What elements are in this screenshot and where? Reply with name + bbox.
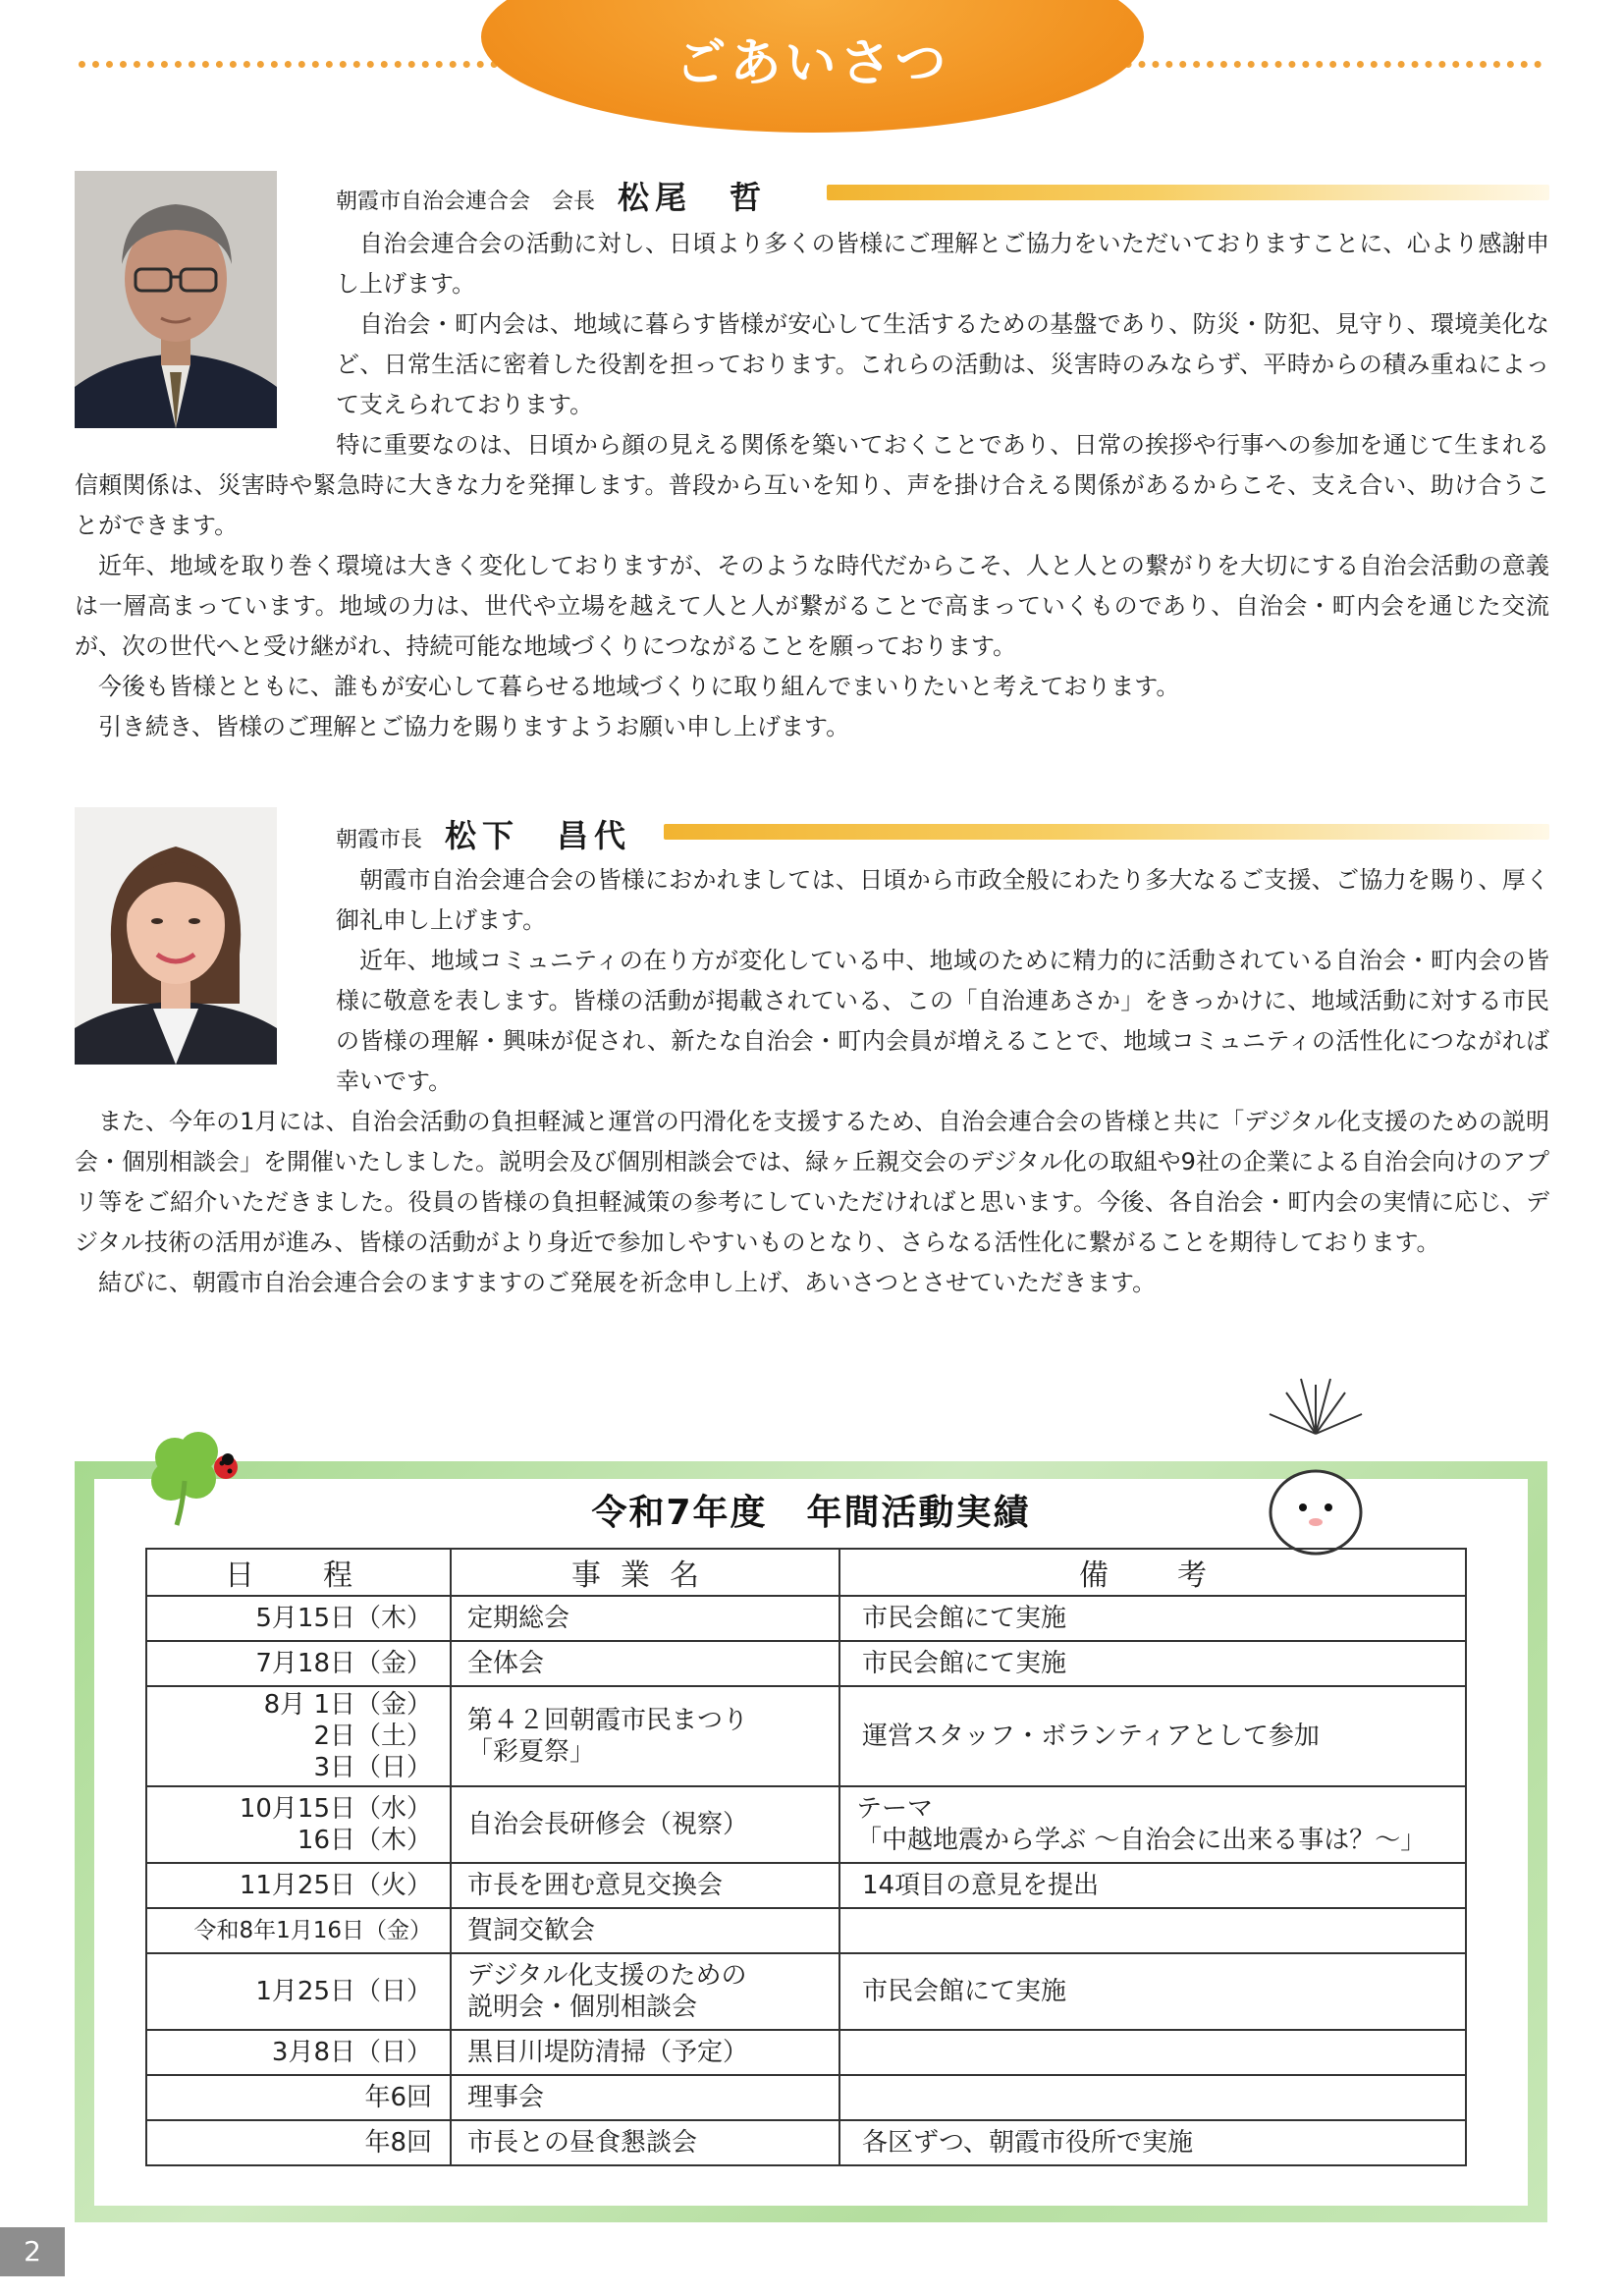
- event-cell: 自治会長研修会（視察）: [451, 1786, 839, 1863]
- event-cell: 第４２回朝霞市民まつり 「彩夏祭」: [451, 1686, 839, 1786]
- name-underline-bar: [827, 185, 1549, 200]
- date-cell: 年8回: [146, 2120, 451, 2165]
- greeting2-text-bottom: [75, 1102, 1549, 1303]
- column-header-date: 日 程: [146, 1549, 451, 1596]
- date-cell: 1月25日（日）: [146, 1953, 451, 2030]
- header-dots-left: [79, 61, 525, 68]
- note-cell: 各区ずつ、朝霞市役所で実施: [839, 2120, 1466, 2165]
- date-cell: 7月18日（金）: [146, 1641, 451, 1686]
- paragraph: 自治会・町内会は、地域に暮らす皆様が安心して生活するための基盤であり、防災・防犯、見守り、環境美化など、日常生活に密着した役割を担っております。これらの活動は、災害時のみならず、平時からの積み重ねによって支えられております。: [336, 310, 1549, 418]
- date-cell: 令和8年1月16日（金）: [146, 1908, 451, 1953]
- activities-table: [145, 1548, 1467, 2166]
- paragraph: 近年、地域を取り巻く環境は大きく変化しておりますが、そのような時代だからこそ、人と人との繋がりを大切にする自治会活動の意義は一層高まっています。地域の力は、世代や立場を越えて人と人が繋がることで高まっていくものであり、自治会・町内会を通じた交流が、次の世代へと受け継がれ、持続可能な地域づくりにつながることを願っております。: [75, 552, 1549, 660]
- event-cell: デジタル化支援のための 説明会・個別相談会: [451, 1953, 839, 2030]
- ladybug-icon: [214, 1453, 238, 1479]
- speaker-name: 松下 昌代: [445, 817, 632, 854]
- table-row: [146, 1863, 1466, 1908]
- event-cell: 市長を囲む意見交換会: [451, 1863, 839, 1908]
- note-cell: 14項目の意見を提出: [839, 1863, 1466, 1908]
- table-row: [146, 2120, 1466, 2165]
- page-title: ごあいさつ: [675, 34, 950, 93]
- date-cell: 10月15日（水） 16日（木）: [146, 1786, 451, 1863]
- paragraph: また、今年の1月には、自治会活動の負担軽減と運営の円滑化を支援するため、自治会連合会の皆様と共に「デジタル化支援のための説明会・個別相談会」を開催いたしました。説明会及び個別相談会では、緑ヶ丘親交会のデジタル化の取組や9社の企業による自治会向けのアプリ等をご紹介いただきました。役員の皆様の負担軽減策の参考にしていただければと思います。今後、各自治会・町内会の実情に応じ、デジタル技術の活用が進み、皆様の活動がより身近で参加しやすいものとなり、さらなる活性化に繋がることを期待しております。: [75, 1108, 1549, 1256]
- event-cell: 理事会: [451, 2075, 839, 2120]
- paragraph: 朝霞市自治会連合会の皆様におかれましては、日頃から市政全般にわたり多大なるご支援、ご協力を賜り、厚く御礼申し上げます。: [336, 866, 1549, 934]
- table-row: [146, 2075, 1466, 2120]
- note-cell: 市民会館にて実施: [839, 1953, 1466, 2030]
- paragraph: 引き続き、皆様のご理解とご協力を賜りますようお願い申し上げます。: [98, 713, 850, 740]
- paragraph: 今後も皆様とともに、誰もが安心して暮らせる地域づくりに取り組んでまいりたいと考えております。: [98, 673, 1180, 700]
- greeting1-text-bottom: [75, 425, 1549, 747]
- note-cell: [839, 1908, 1466, 1953]
- speaker-role: 朝霞市長: [336, 828, 423, 852]
- table-row: [146, 1786, 1466, 1863]
- portrait-photo-chairman: [75, 171, 277, 428]
- table-row: [146, 1953, 1466, 2030]
- event-cell: 市長との昼食懇談会: [451, 2120, 839, 2165]
- note-cell: 市民会館にて実施: [839, 1641, 1466, 1686]
- table-header-row: [146, 1549, 1466, 1596]
- activities-title: [94, 1485, 1528, 1535]
- name-underline-bar: [664, 824, 1549, 840]
- date-cell: 年6回: [146, 2075, 451, 2120]
- note-cell: 運営スタッフ・ボランティアとして参加: [839, 1686, 1466, 1786]
- greeting2-text-top: [336, 860, 1549, 1102]
- date-cell: 11月25日（火）: [146, 1863, 451, 1908]
- event-cell: 全体会: [451, 1641, 839, 1686]
- table-row: [146, 2030, 1466, 2075]
- event-cell: 定期総会: [451, 1596, 839, 1641]
- paragraph: 自治会連合会の活動に対し、日頃より多くの皆様にご理解とご協力をいただいておりますことに、心より感謝申し上げます。: [336, 230, 1549, 298]
- date-cell: 5月15日（木）: [146, 1596, 451, 1641]
- table-row: [146, 1908, 1466, 1953]
- speaker-chairman: [336, 173, 767, 218]
- table-row: [146, 1686, 1466, 1786]
- paragraph: 特に重要なのは、日頃から顔の見える関係を築いておくことであり、日常の挨拶や行事への参加を通じて生まれる信頼関係は、災害時や緊急時に大きな力を発揮します。普段から互いを知り、声を掛け合える関係があるからこそ、支え合い、助け合うことができます。: [75, 431, 1549, 539]
- page-number: 2: [0, 2227, 65, 2276]
- speaker-role: 朝霞市自治会連合会 会長: [336, 190, 596, 214]
- paragraph: 近年、地域コミュニティの在り方が変化している中、地域のために精力的に活動されている自治会・町内会の皆様に敬意を表します。皆様の活動が掲載されている、この「自治連あさか」をきっかけに、地域活動に対する市民の皆様の理解・興味が促され、新たな自治会・町内会員が増えることで、地域コミュニティの活性化につながれば幸いです。: [336, 947, 1549, 1095]
- paragraph: 結びに、朝霞市自治会連合会のますますのご発展を祈念申し上げ、あいさつとさせていただきます。: [98, 1269, 1157, 1296]
- note-cell: [839, 2030, 1466, 2075]
- note-cell: テーマ 「中越地震から学ぶ ～自治会に出来る事は？～」: [839, 1786, 1466, 1863]
- date-cell: 8月 1日（金） 2日（土） 3日（日）: [146, 1686, 451, 1786]
- table-row: [146, 1596, 1466, 1641]
- event-cell: 黒目川堤防清掃（予定）: [451, 2030, 839, 2075]
- activities-title-year: 令和7年度: [591, 1493, 768, 1533]
- greeting1-text-top: [336, 224, 1549, 425]
- note-cell: 市民会館にて実施: [839, 1596, 1466, 1641]
- column-header-event: 事業名: [451, 1549, 839, 1596]
- event-cell: 賀詞交歓会: [451, 1908, 839, 1953]
- column-header-note: 備 考: [839, 1549, 1466, 1596]
- note-cell: [839, 2075, 1466, 2120]
- speaker-name: 松尾 哲: [618, 179, 768, 216]
- speaker-mayor: [336, 811, 631, 856]
- date-cell: 3月8日（日）: [146, 2030, 451, 2075]
- table-row: [146, 1641, 1466, 1686]
- activities-title-main: 年間活動実績: [806, 1493, 1031, 1533]
- portrait-photo-mayor: [75, 807, 277, 1065]
